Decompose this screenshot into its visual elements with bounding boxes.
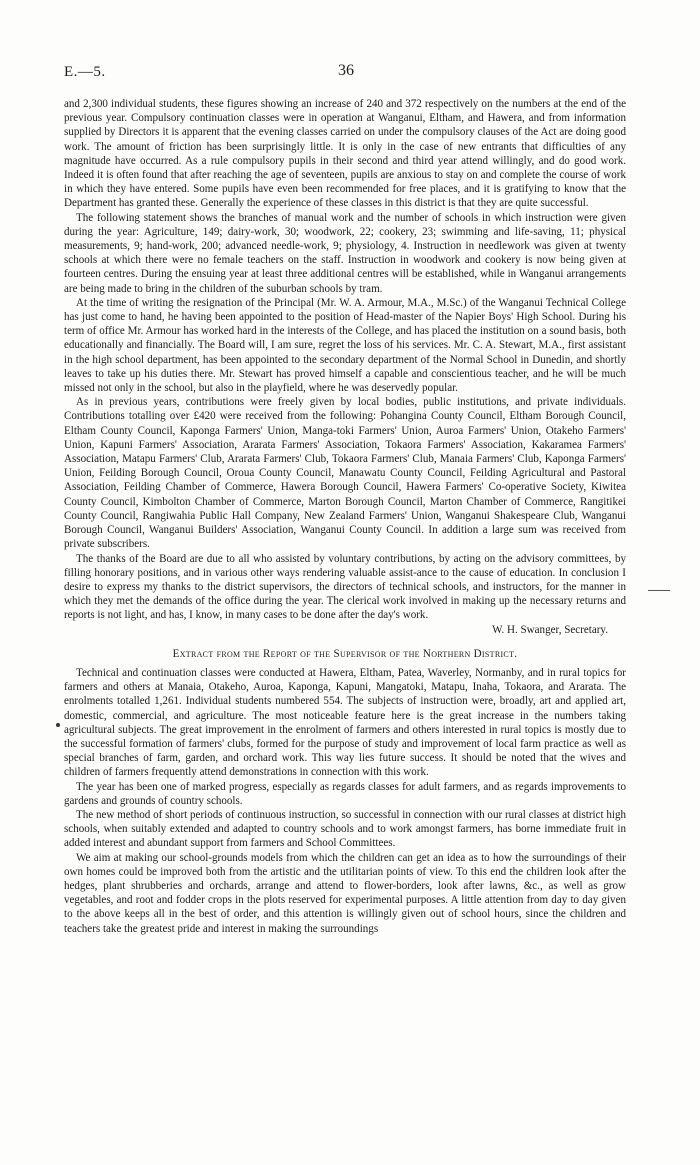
signature: W. H. Swanger, Secretary. xyxy=(492,623,608,636)
paragraph: We aim at making our school-grounds models from which the children can get an idea as to how the surroundings of their own homes could be improved both from the artistic and the utilitarian points of view. To this end the children look after the hedges, plant shrubberies and orchards, arrange and attend to flower-borders, look after lawns, &c., as well as grow vegetables, and root and fodder crops in the plots reserved for experimental purposes. A little attention from day to day given to the above keeps all in the best of order, and this attention is willingly given out of school hours, since the children and teachers take the greatest pride and interest in making the surroundings xyxy=(64,851,626,935)
paragraph: The following statement shows the branches of manual work and the number of schools in which instruction were given during the year: Agriculture, 149; dairy-work, 30; woodwork, 22; cookery, 23; swimming and life-saving, 11; physical measurements, 9; hand-work, 200; advanced needle-work, 9; physiology, 4. Instruction in needlework was given at twenty schools at which there were no female teachers on the staff. Instruction in woodwork and cookery is now being given at fourteen centres. During the ensuing year at least three additional centres will be established, while in Wanganui arrangements are being made to bring in the children of the suburban schools by tram. xyxy=(64,211,626,295)
margin-dot xyxy=(56,723,60,727)
margin-mark xyxy=(648,590,670,591)
section-title: Extract from the Report of the Supervisor of the Northern District. xyxy=(172,647,518,660)
document-body xyxy=(64,97,626,936)
paragraph: The year has been one of marked progress, especially as regards classes for adult farmers, and as regards improvements to gardens and grounds of country schools. xyxy=(64,780,626,807)
paragraph: As in previous years, contributions were freely given by local bodies, public institutions, and private individuals. Contributions totalling over £420 were received from the following: Pohangina County Council, Eltham Borough Council, Eltham County Council, Kaponga Farmers' Union, Manga-toki Farmers' Union, Auroa Farmers' Union, Otakeho Farmers' Union, Kapuni Farmers' Association, Ararata Farmers' Association, Tokaora Farmers' Association, Kakaramea Farmers' Association, Matapu Farmers' Club, Ararata Farmers' Club, Tokaora Farmers' Club, Manaia Farmers' Club, Kaponga Farmers' Union, Feilding Borough Council, Oroua County Council, Manawatu County Council, Feilding Agricultural and Pastoral Association, Feilding Chamber of Commerce, Hawera Borough Council, Hawera Farmers' Co-operative Society, Kiwitea County Council, Kimbolton Chamber of Commerce, Marton Borough Council, Marton Chamber of Commerce, Rangitikei County Council, Rangiwahia Public Hall Company, New Zealand Farmers' Union, Wanganui Shakespeare Club, Wanganui Borough Council, Wanganui Builders' Association, Wanganui County Council. In addition a large sum was received from private subscribers. xyxy=(64,396,626,551)
paragraph: Technical and continuation classes were conducted at Hawera, Eltham, Patea, Waverley, Normanby, and in rural topics for farmers and others at Manaia, Otakeho, Auroa, Kaponga, Kapuni, Mangatoki, Matapu, Inaha, Tokaora, and Ararata. The enrolments totalled 1,261. Individual students numbered 554. The subjects of instruction were, broadly, art and applied art, domestic, commercial, and agriculture. The most noticeable feature here is the great increase in the numbers taking agricultural subjects. The great improvement in the enrolment of farmers and others interested in rural topics is mostly due to the successful formation of farmers' clubs, formed for the purpose of study and improvement of local farm practice as well as special branches of farm, garden, and orchard work. This way lies future success. It should be noted that the wives and children of farmers frequently attend demonstrations in connection with this work. xyxy=(64,666,626,779)
document-code: E.—5. xyxy=(64,64,106,80)
paragraph: and 2,300 individual students, these figures showing an increase of 240 and 372 respectively on the numbers at the end of the previous year. Compulsory continuation classes were in operation at Wanganui, Eltham, and Hawera, and from information supplied by Directors it is apparent that the evening classes carried on under the compulsory clauses of the Act are doing good work. The amount of friction has been surprisingly little. It is only in the case of new entrants that difficulties of any magnitude have occurred. As a rule compulsory pupils in their second and third year attend willingly, and do good work. Indeed it is often found that after reaching the age of seventeen, pupils are anxious to stay on and complete the course of work in which they have entered. Some pupils have even been recommended for free places, and it is gratifying to know that the Department has granted these. Generally the experience of these classes in this district is that they are quite successful. xyxy=(64,98,626,210)
paragraph: The new method of short periods of continuous instruction, so successful in connection with our rural classes at district high schools, when suitably extended and adapted to country schools and to work amongst farmers, has borne immediate fruit in added interest and abundant support from farmers and School Committees. xyxy=(64,808,626,850)
page-number: 36 xyxy=(338,62,354,79)
paragraph: The thanks of the Board are due to all who assisted by voluntary contributions, by acting on the advisory committees, by filling honorary positions, and in various other ways rendering valuable assist-ance to the cause of education. In conclusion I desire to express my thanks to the district supervisors, the directors of technical schools, and instructors, for the manner in which they met the demands of the office during the year. The clerical work involved in making up the necessary returns and reports is not light, and has, I know, in many cases to be done after the day's work. xyxy=(64,552,626,622)
paragraph: At the time of writing the resignation of the Principal (Mr. W. A. Armour, M.A., M.Sc.) of the Wanganui Technical College has just come to hand, he having been appointed to the position of Head-master of the Napier Boys' High School. During his term of office Mr. Armour has worked hard in the interests of the College, and has placed the institution on a sound basis, both educationally and financially. The Board will, I am sure, regret the loss of his services. Mr. C. A. Stewart, M.A., first assistant in the high school department, has been appointed to the secondary department of the Normal School in Dunedin, and shortly leaves to take up his duties there. Mr. Stewart has proved himself a capable and conscientious teacher, and he will be much missed not only in the school, but also in the playfield, where he was deservedly popular. xyxy=(64,296,626,395)
